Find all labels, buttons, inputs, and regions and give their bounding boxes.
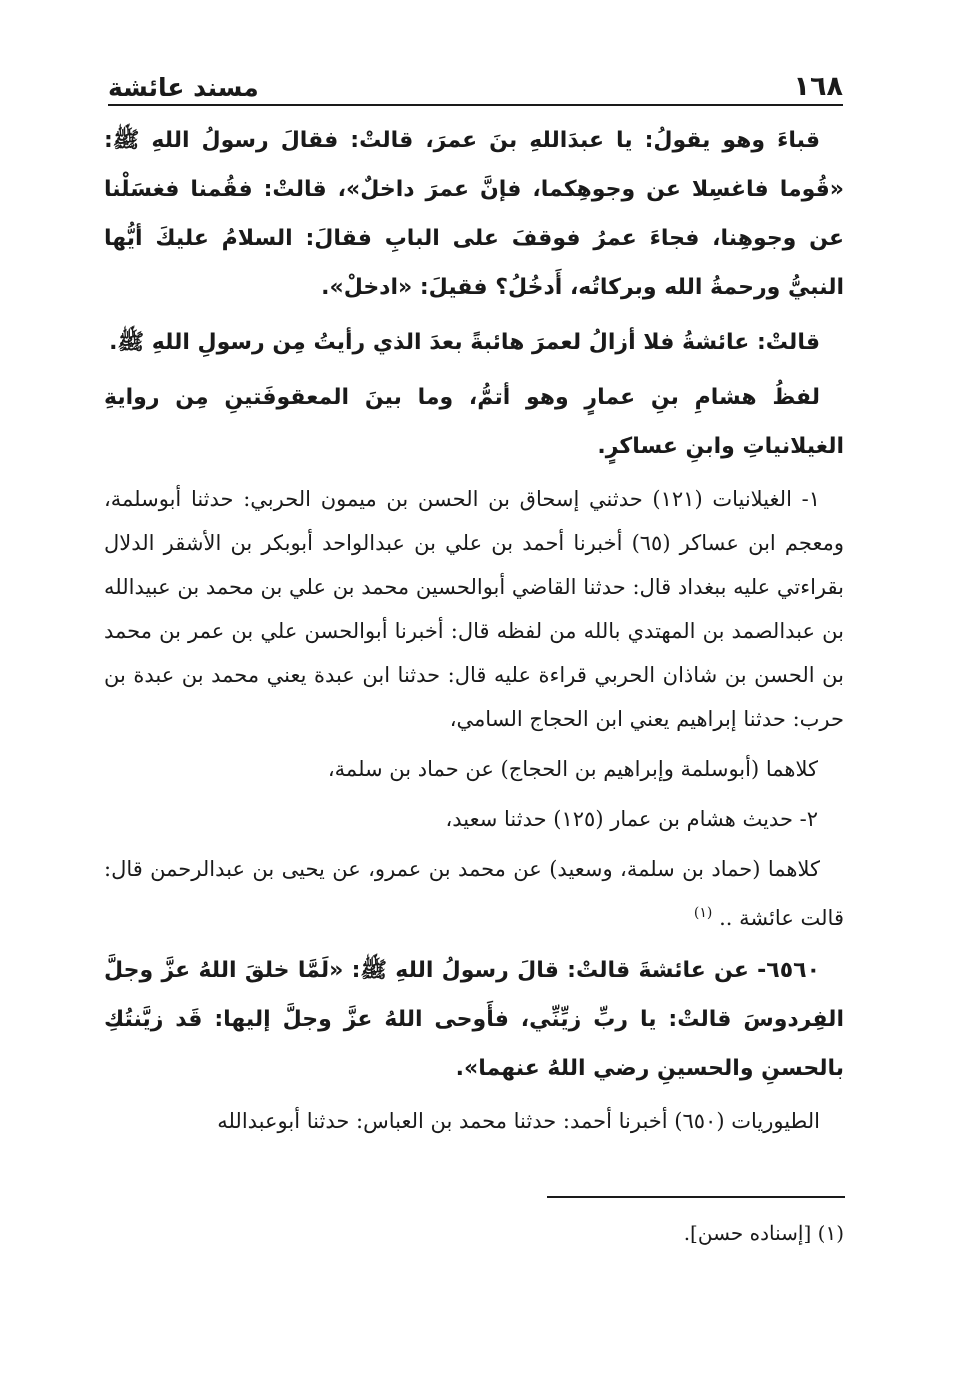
takhrij-paragraph: الطيوريات (٦٥٠) أخبرنا أحمد: حدثنا محمد بن العباس: حدثنا أبوعبدالله [217,1109,820,1133]
hadith-paragraph: قباءَ وهو يقولُ: يا عبدَاللهِ بنَ عمرَ، قالتْ: فقالَ رسولُ اللهِ ﷺ: «قُوما فاغسِلا عن وجوهِكما، فإنَّ عمرَ داخلٌ»، قالتْ: فقُمنا فغسَلْنا عن وجوهِنا، فجاءَ عمرُ فوقفَ على البابِ فقالَ: السلامُ عليكَ أيُّها النبيُّ ورحمةُ الله وبركاتُه، أَدخُلُ؟ فقيلَ: «ادخلْ». [104,128,844,300]
hadith-paragraph: قالتْ: عائشةُ فلا أزالُ لعمرَ هائبةً بعدَ الذي رأيتُ مِن رسولِ اللهِ ﷺ. [109,330,820,355]
footnote: (١) [إسناده حسن]. [683,1221,844,1245]
header-divider [108,104,843,106]
takhrij-text: كلاهما (حماد بن سلمة، وسعيد) عن محمد بن عمرو، عن يحيى بن عبدالرحمن قال: قالت عائشة .. [104,857,844,930]
takhrij-paragraph: كلاهما (أبوسلمة وإبراهيم بن الحجاج) عن حماد بن سلمة، [327,757,818,781]
takhrij-paragraph [104,847,844,940]
hadith-paragraph: لفظُ هشامِ بنِ عمارٍ وهو أتمُّ، وما بينَ المعقوفَتينِ مِن روايةِ الغيلانياتِ وابنِ عساكرٍ. [104,385,844,459]
page-number: ١٦٨ [793,71,843,102]
page-body [104,116,844,1149]
footnote-reference: (١) [693,905,713,921]
footnote-divider [547,1196,845,1198]
takhrij-paragraph: ٢- حديث هشام بن عمار (١٢٥) حدثنا سعيد، [445,807,818,831]
hadith-paragraph: ٦٥٦٠- عن عائشةَ قالتْ: قالَ رسولُ اللهِ ﷺ: «لَمَّا خلقَ اللهُ عزَّ وجلَّ الفِردوسَ قالتْ: يا ربِّ زيِّنِّي، فأَوحى اللهُ عزَّ وجلَّ إليها: قَد زيَّنتُكِ بالحسنِ والحسينِ رضي اللهُ عنهما». [104,958,844,1081]
takhrij-paragraph: ١- الغيلانيات (١٢١) حدثني إسحاق بن الحسن بن ميمون الحربي: حدثنا أبوسلمة، ومعجم ابن عساكر (٦٥) أخبرنا أحمد بن علي بن عبدالواحد أبوبكر بن الأشقر الدلال بقراءتي عليه ببغداد قال: حدثنا القاضي أبوالحسين محمد بن علي بن محمد بن عبيدالله بن عبدالصمد بن المهتدي بالله من لفظه قال: أخبرنا أبوالحسن علي بن عمر بن محمد بن الحسن بن شاذان الحربي قراءة عليه قال: حدثنا ابن عبدة يعني محمد بن عبدة بن حرب: حدثنا إبراهيم يعني ابن الحجاج السامي، [104,487,844,731]
page-header [108,62,843,102]
running-title: مسند عائشة [108,73,259,102]
